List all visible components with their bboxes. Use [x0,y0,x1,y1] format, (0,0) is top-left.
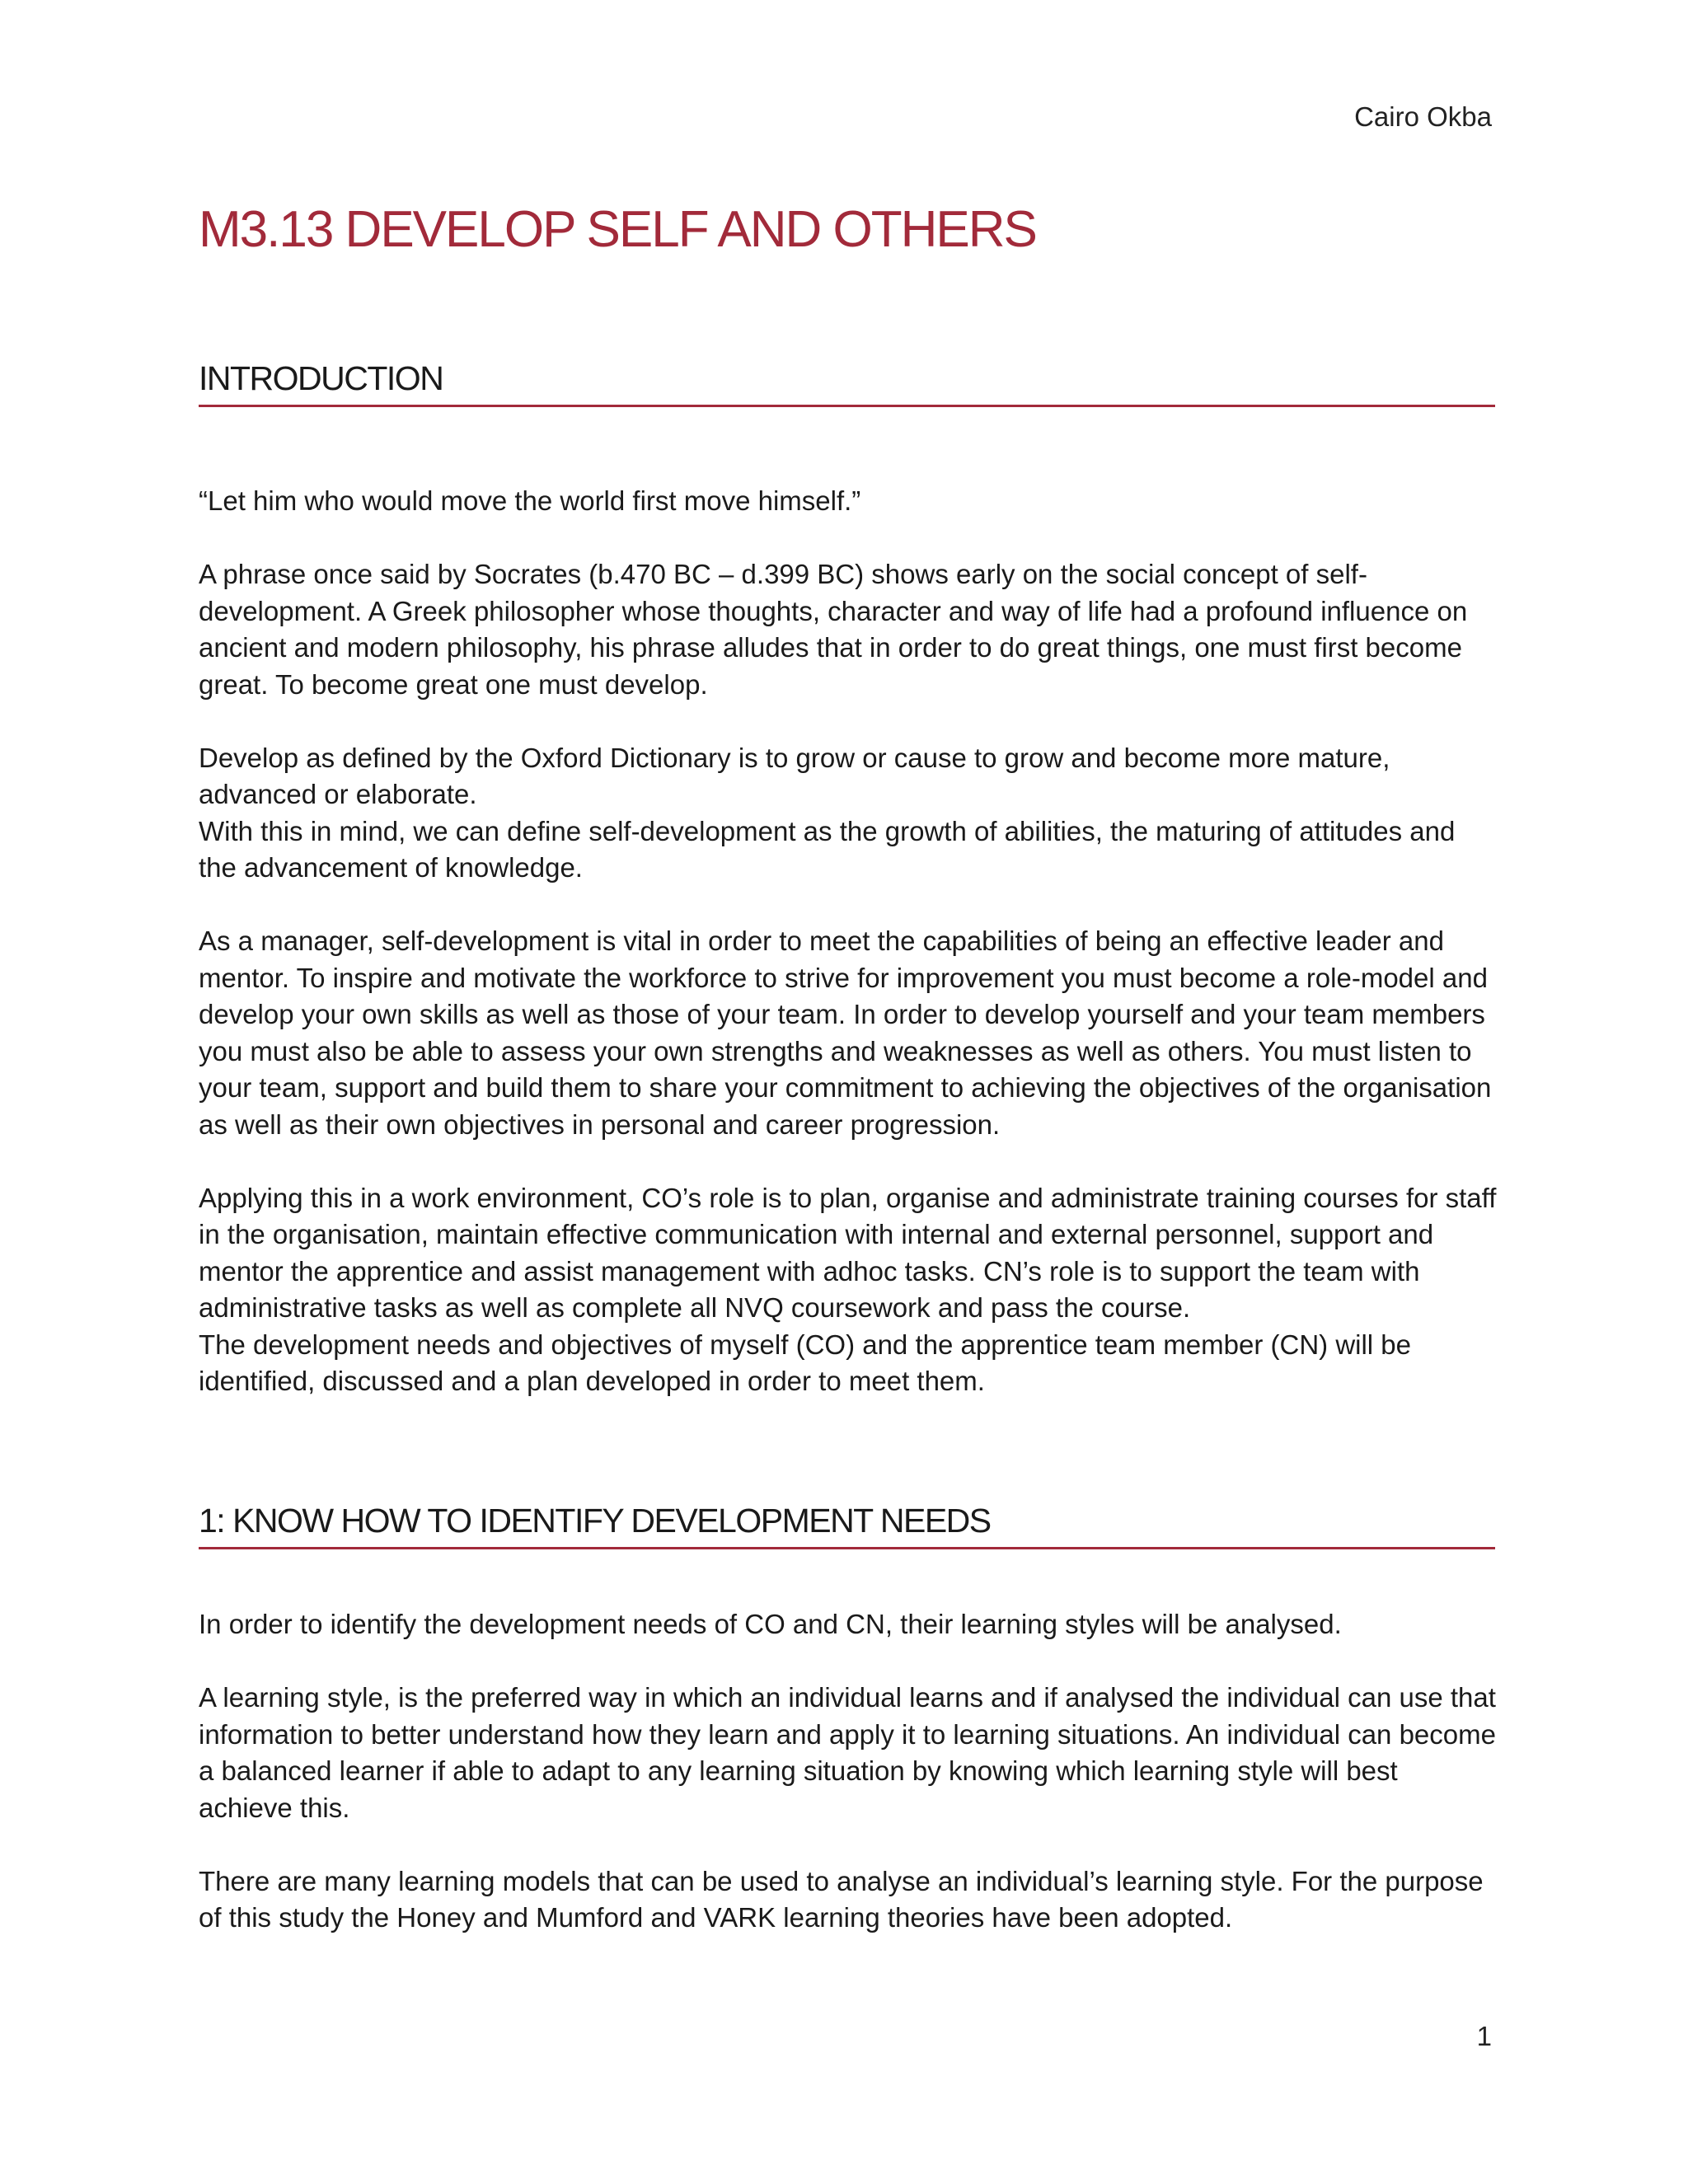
intro-paragraph-4a: Applying this in a work environment, CO’s role is to plan, organise and administrate training courses for staff in the organisation, maintain effective communication with internal and external personnel, support and mentor the apprentice and assist management with adhoc tasks. CN’s role is to support the team with administrative tasks as well as complete all NVQ coursework and pass the course. [199,1182,1497,1323]
intro-paragraph-1: A phrase once said by Socrates (b.470 BC – d.399 BC) shows early on the social concept of self-development. A Greek philosopher whose thoughts, character and way of life had a profound influence on ancient and modern philosophy, his phrase alludes that in order to do great things, one must first become great. To become great one must develop. [199,559,1468,700]
heading-introduction: INTRODUCTION [199,359,1495,407]
intro-paragraph-3: As a manager, self-development is vital in order to meet the capabilities of being an effective leader and mentor. To inspire and motivate the workforce to strive for improvement you must become a role-model and develop your own skills as well as those of your team. In order to develop yourself and your team members you must also be able to assess your own strengths and weaknesses as well as others. You must listen to your team, support and build them to share your commitment to achieving the objectives of the organisation as well as their own objectives in personal and career progression. [199,926,1492,1140]
s1-paragraph-3: There are many learning models that can be used to analyse an individual’s learning style. For the purpose of this study the Honey and Mumford and VARK learning theories have been adopted. [199,1865,1484,1933]
introduction-body [199,483,1497,1400]
heading-section-1: 1: KNOW HOW TO IDENTIFY DEVELOPMENT NEEDS [199,1502,1495,1549]
document-title: M3.13 DEVELOP SELF AND OTHERS [199,201,1036,258]
intro-paragraph-4b: The development needs and objectives of myself (CO) and the apprentice team member (CN) will be identified, discussed and a plan developed in order to meet them. [199,1329,1412,1396]
intro-paragraph-2a: Develop as defined by the Oxford Dictionary is to grow or cause to grow and become more mature, advanced or elaborate. [199,742,1390,809]
section-1-body [199,1606,1497,1937]
page-number: 1 [1476,2021,1492,2051]
s1-paragraph-1: In order to identify the development needs of CO and CN, their learning styles will be analysed. [199,1609,1342,1639]
header-author: Cairo Okba [1354,101,1492,132]
intro-paragraph-2b: With this in mind, we can define self-development as the growth of abilities, the maturing of attitudes and the advancement of knowledge. [199,815,1456,883]
s1-paragraph-2: A learning style, is the preferred way in which an individual learns and if analysed the individual can use that information to better understand how they learn and apply it to learning situations. An individual can become a balanced learner if able to adapt to any learning situation by knowing which learning style will best achieve this. [199,1682,1496,1823]
intro-quote: “Let him who would move the world first move himself.” [199,485,861,516]
